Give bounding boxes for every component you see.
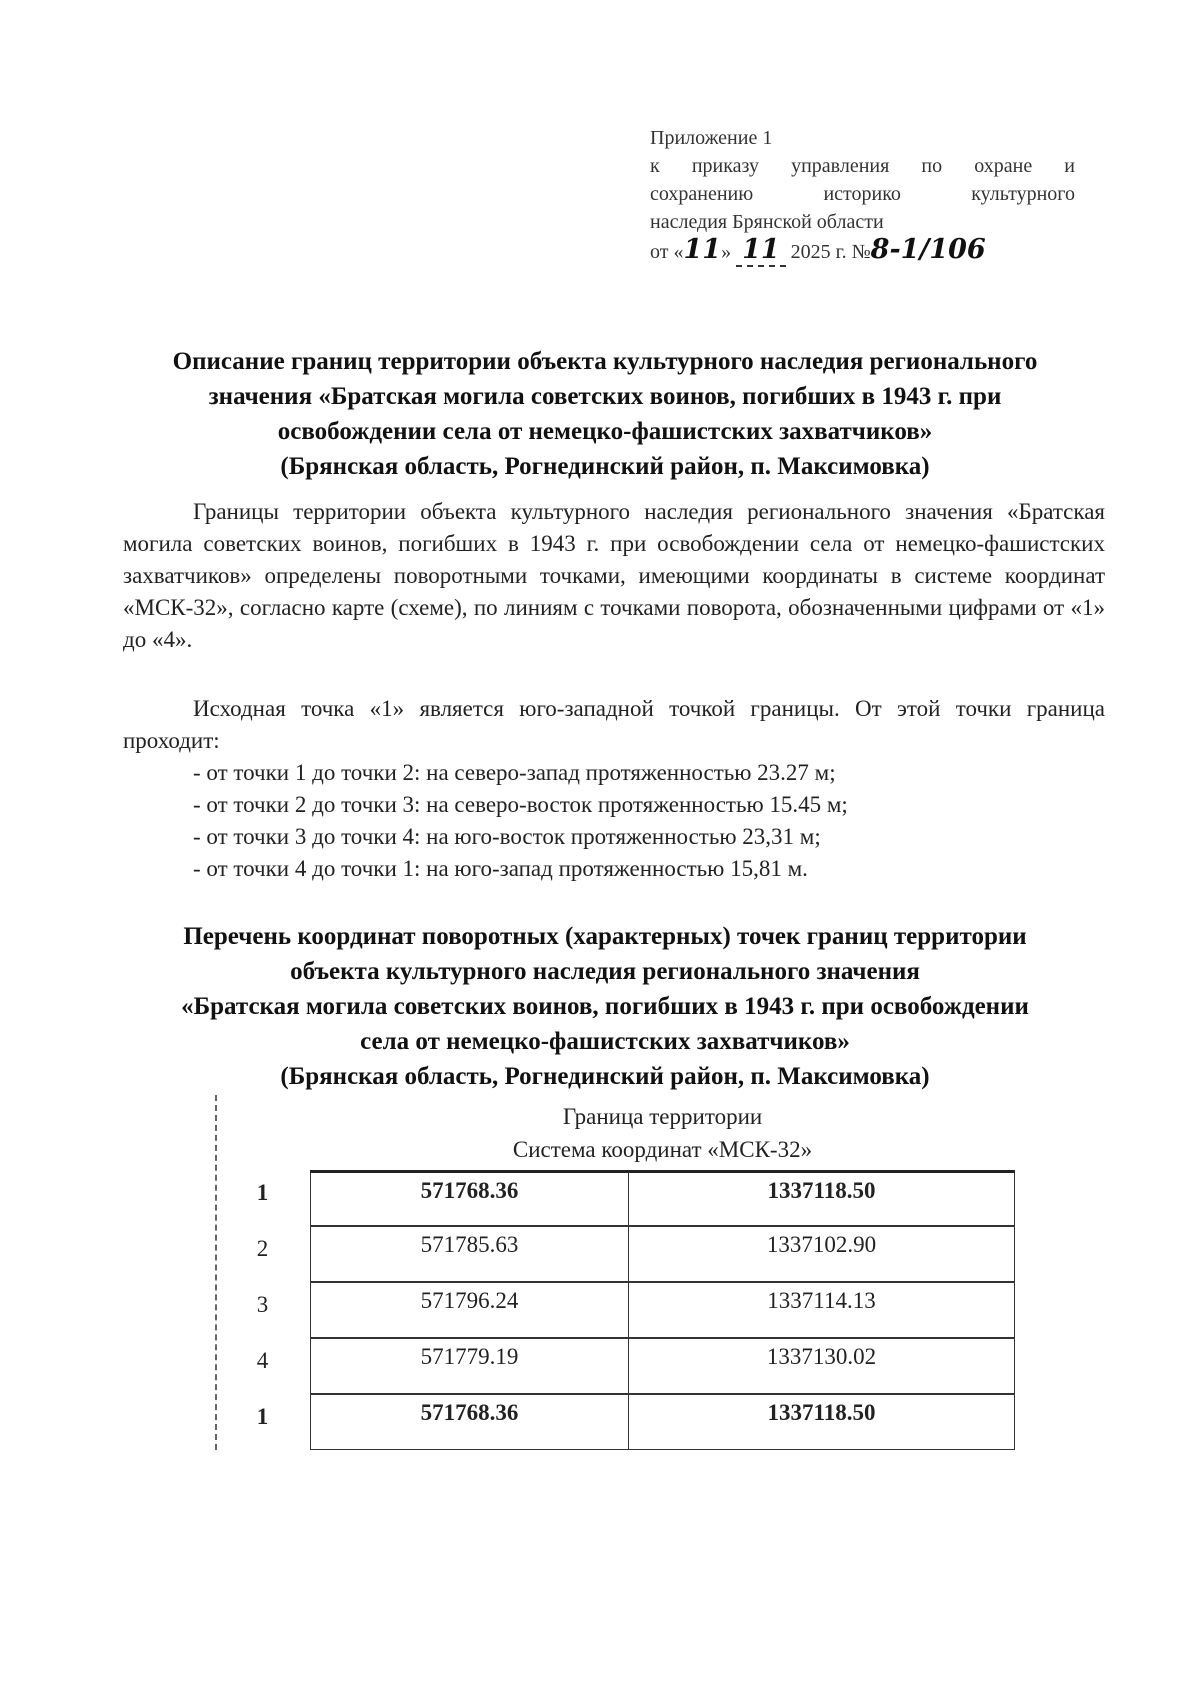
table-header-crs: Система координат «МСК-32» <box>512 1137 813 1162</box>
heading-line: (Брянская область, Рогнединский район, п. Максимовка) <box>280 453 930 480</box>
handwritten-month: 11 <box>736 234 786 267</box>
appendix-line: сохранению историко культурного <box>650 183 1075 205</box>
heading-line: значения «Братская могила советских воинов, погибших в 1943 г. при <box>208 383 1002 410</box>
point-number: 2 <box>256 1236 269 1261</box>
table-row <box>215 1338 1015 1394</box>
x-coordinate: 571796.24 <box>310 1282 628 1338</box>
date-year: 2025 г. № <box>790 241 871 263</box>
y-coordinate: 1337118.50 <box>628 1394 1015 1450</box>
y-coordinate: 1337130.02 <box>628 1338 1015 1394</box>
coordinates-list-heading <box>110 919 1100 1094</box>
heading-line: Перечень координат поворотных (характерных) точек границ территории <box>183 923 1027 950</box>
start-point-paragraph: Исходная точка «1» является юго-западной точкой границы. От этой точки граница проходит: <box>123 696 1105 753</box>
handwritten-doc-number: 8-1/106 <box>870 234 986 265</box>
handwritten-day: 11 <box>683 234 722 265</box>
date-prefix: от « <box>650 241 684 263</box>
heading-line: (Брянская область, Рогнединский район, п. Максимовка) <box>280 1063 930 1090</box>
segment-item: - от точки 1 до точки 2: на северо-запад протяженностью 23.27 м; <box>193 760 836 785</box>
appendix-block <box>650 124 1075 266</box>
x-coordinate: 571768.36 <box>310 1170 628 1226</box>
boundary-paragraph: Границы территории объекта культурного наследия регионального значения «Братская могила советских воинов, погибших в 1943 г. при освобождении села от немецко-фашистских захватчиков» определены поворотными точками, имеющими координаты в системе координат «МСК-32», согласно карте (схеме), по линиям с точками поворота, обозначенными цифрами от «1» до «4». <box>123 499 1105 652</box>
table-header <box>310 1100 1015 1166</box>
appendix-date-line <box>650 236 1075 266</box>
x-coordinate: 571768.36 <box>310 1394 628 1450</box>
appendix-line: наследия Брянской области <box>650 211 884 233</box>
table-row <box>215 1282 1015 1338</box>
table-row <box>215 1394 1015 1450</box>
segment-item: - от точки 2 до точки 3: на северо-восток протяженностью 15.45 м; <box>193 792 848 817</box>
point-number: 3 <box>256 1292 269 1317</box>
point-number: 4 <box>256 1348 269 1373</box>
point-number: 1 <box>256 1404 269 1429</box>
segment-item: - от точки 4 до точки 1: на юго-запад протяженностью 15,81 м. <box>193 856 808 881</box>
heading-line: «Братская могила советских воинов, погибших в 1943 г. при освобождении <box>181 993 1029 1020</box>
boundary-description-heading <box>110 344 1100 484</box>
x-coordinate: 571785.63 <box>310 1226 628 1282</box>
x-coordinate: 571779.19 <box>310 1338 628 1394</box>
segment-item: - от точки 3 до точки 4: на юго-восток протяженностью 23,31 м; <box>193 824 821 849</box>
y-coordinate: 1337118.50 <box>628 1170 1015 1226</box>
heading-line: Описание границ территории объекта культурного наследия регионального <box>172 348 1038 375</box>
y-coordinate: 1337114.13 <box>628 1282 1015 1338</box>
heading-line: объекта культурного наследия регионального значения <box>290 958 920 985</box>
heading-line: села от немецко-фашистских захватчиков» <box>360 1028 850 1055</box>
date-mid: » <box>721 241 732 263</box>
table-header-title: Граница территории <box>562 1104 763 1129</box>
table-row <box>215 1226 1015 1282</box>
appendix-line: к приказу управления по охране и <box>650 155 1075 177</box>
table-row <box>215 1170 1015 1226</box>
segment-list <box>193 757 1093 885</box>
y-coordinate: 1337102.90 <box>628 1226 1015 1282</box>
appendix-title: Приложение 1 <box>650 127 773 149</box>
point-number: 1 <box>256 1180 269 1205</box>
heading-line: освобождении села от немецко-фашистских захватчиков» <box>277 418 933 445</box>
